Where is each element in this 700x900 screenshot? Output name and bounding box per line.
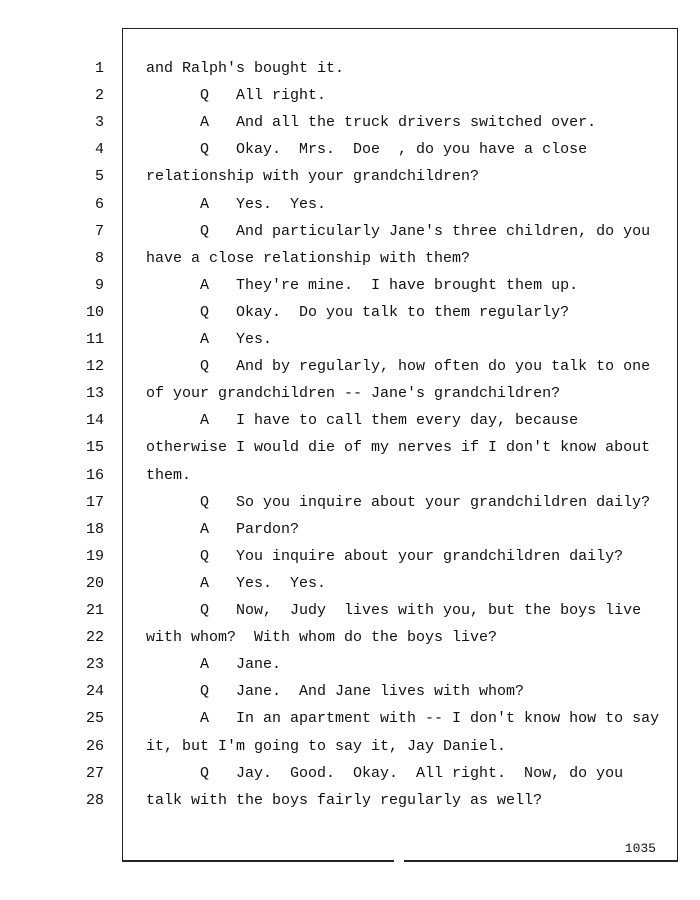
- transcript-line: [0, 272, 700, 299]
- transcript-line: [0, 787, 700, 814]
- transcript-line: [0, 678, 700, 705]
- line-text: A And all the truck drivers switched over.: [146, 114, 597, 132]
- line-text: Q Now, Judy lives with you, but the boys live: [146, 602, 642, 619]
- line-text: talk with the boys fairly regularly as well?: [146, 791, 543, 809]
- line-number: 15: [85, 439, 104, 457]
- line-text: A Yes. Yes.: [146, 574, 327, 592]
- transcript-line: [0, 624, 700, 651]
- line-text: Q And by regularly, how often do you talk to one: [146, 358, 651, 376]
- line-text: otherwise I would die of my nerves if I don't know about: [146, 439, 651, 457]
- line-number: 20: [85, 574, 104, 592]
- line-text: relationship with your grandchildren?: [146, 168, 480, 186]
- transcript-line: [0, 191, 700, 218]
- line-text: A They're mine. I have brought them up.: [146, 276, 579, 294]
- transcript-line: [0, 109, 700, 136]
- transcript-line: [0, 380, 700, 407]
- bottom-border-left: [122, 860, 394, 862]
- line-text: Q You inquire about your grandchildren daily?: [146, 547, 624, 565]
- transcript-line: [0, 82, 700, 109]
- line-number: 10: [85, 303, 104, 321]
- line-number: 28: [85, 791, 104, 809]
- transcript-line: [0, 760, 700, 787]
- line-number: 8: [94, 249, 104, 267]
- transcript-line: [0, 55, 700, 82]
- line-text: them.: [146, 466, 192, 484]
- line-number: 16: [85, 466, 104, 484]
- bottom-border-right: [404, 860, 678, 862]
- transcript-line: [0, 651, 700, 678]
- line-text: with whom? With whom do the boys live?: [146, 629, 498, 647]
- transcript-line: [0, 733, 700, 760]
- line-number: 5: [94, 168, 104, 186]
- line-text: and Ralph's bought it.: [146, 60, 345, 77]
- line-number: 23: [85, 656, 104, 674]
- transcript-line: [0, 326, 700, 353]
- line-number: 6: [94, 195, 104, 213]
- line-number: 21: [85, 602, 104, 619]
- line-number: 19: [85, 547, 104, 565]
- transcript-line: [0, 245, 700, 272]
- line-text: Q And particularly Jane's three children, do you: [146, 222, 651, 240]
- line-text: A Pardon?: [146, 520, 300, 538]
- line-text: it, but I'm going to say it, Jay Daniel.: [146, 737, 507, 755]
- line-number: 18: [85, 520, 104, 538]
- transcript-line: [0, 489, 700, 516]
- line-text: A Yes. Yes.: [146, 195, 327, 213]
- line-number: 1: [94, 60, 104, 77]
- line-number: 26: [85, 737, 104, 755]
- line-text: A I have to call them every day, because: [146, 412, 579, 430]
- transcript-line: [0, 516, 700, 543]
- transcript-line: [0, 407, 700, 434]
- transcript-line: [0, 163, 700, 190]
- line-number: 27: [85, 764, 104, 782]
- line-number: 22: [85, 629, 104, 647]
- line-text: A In an apartment with -- I don't know how to say: [146, 710, 660, 728]
- line-number: 9: [94, 276, 104, 294]
- line-text: Q Okay. Do you talk to them regularly?: [146, 303, 570, 321]
- transcript-line: [0, 705, 700, 732]
- line-number: 25: [85, 710, 104, 728]
- transcript-line: [0, 597, 700, 624]
- transcript-line: [0, 462, 700, 489]
- line-number: 14: [85, 412, 104, 430]
- line-number: 7: [94, 222, 104, 240]
- line-number: 2: [94, 87, 104, 105]
- line-text: A Yes.: [146, 331, 273, 348]
- line-number: 13: [85, 385, 104, 403]
- transcript-line: [0, 353, 700, 380]
- line-number: 3: [94, 114, 104, 132]
- line-text: Q Jane. And Jane lives with whom?: [146, 683, 525, 701]
- line-number: 12: [85, 358, 104, 376]
- line-number: 4: [94, 141, 104, 159]
- line-number: 11: [85, 331, 104, 348]
- line-text: Q Okay. Mrs. Doe , do you have a close: [146, 141, 588, 159]
- transcript-line: [0, 543, 700, 570]
- line-number: 24: [85, 683, 104, 701]
- line-number: 17: [85, 493, 104, 511]
- transcript-line: [0, 136, 700, 163]
- page-number: 1035: [624, 841, 656, 856]
- line-text: of your grandchildren -- Jane's grandchildren?: [146, 385, 561, 403]
- line-text: Q So you inquire about your grandchildren daily?: [146, 493, 651, 511]
- transcript-line: [0, 218, 700, 245]
- transcript-line: [0, 570, 700, 597]
- line-text: Q Jay. Good. Okay. All right. Now, do you: [146, 764, 624, 782]
- line-text: Q All right.: [146, 87, 327, 105]
- transcript-line: [0, 434, 700, 461]
- line-text: A Jane.: [146, 656, 282, 674]
- line-text: have a close relationship with them?: [146, 249, 471, 267]
- transcript-line: [0, 299, 700, 326]
